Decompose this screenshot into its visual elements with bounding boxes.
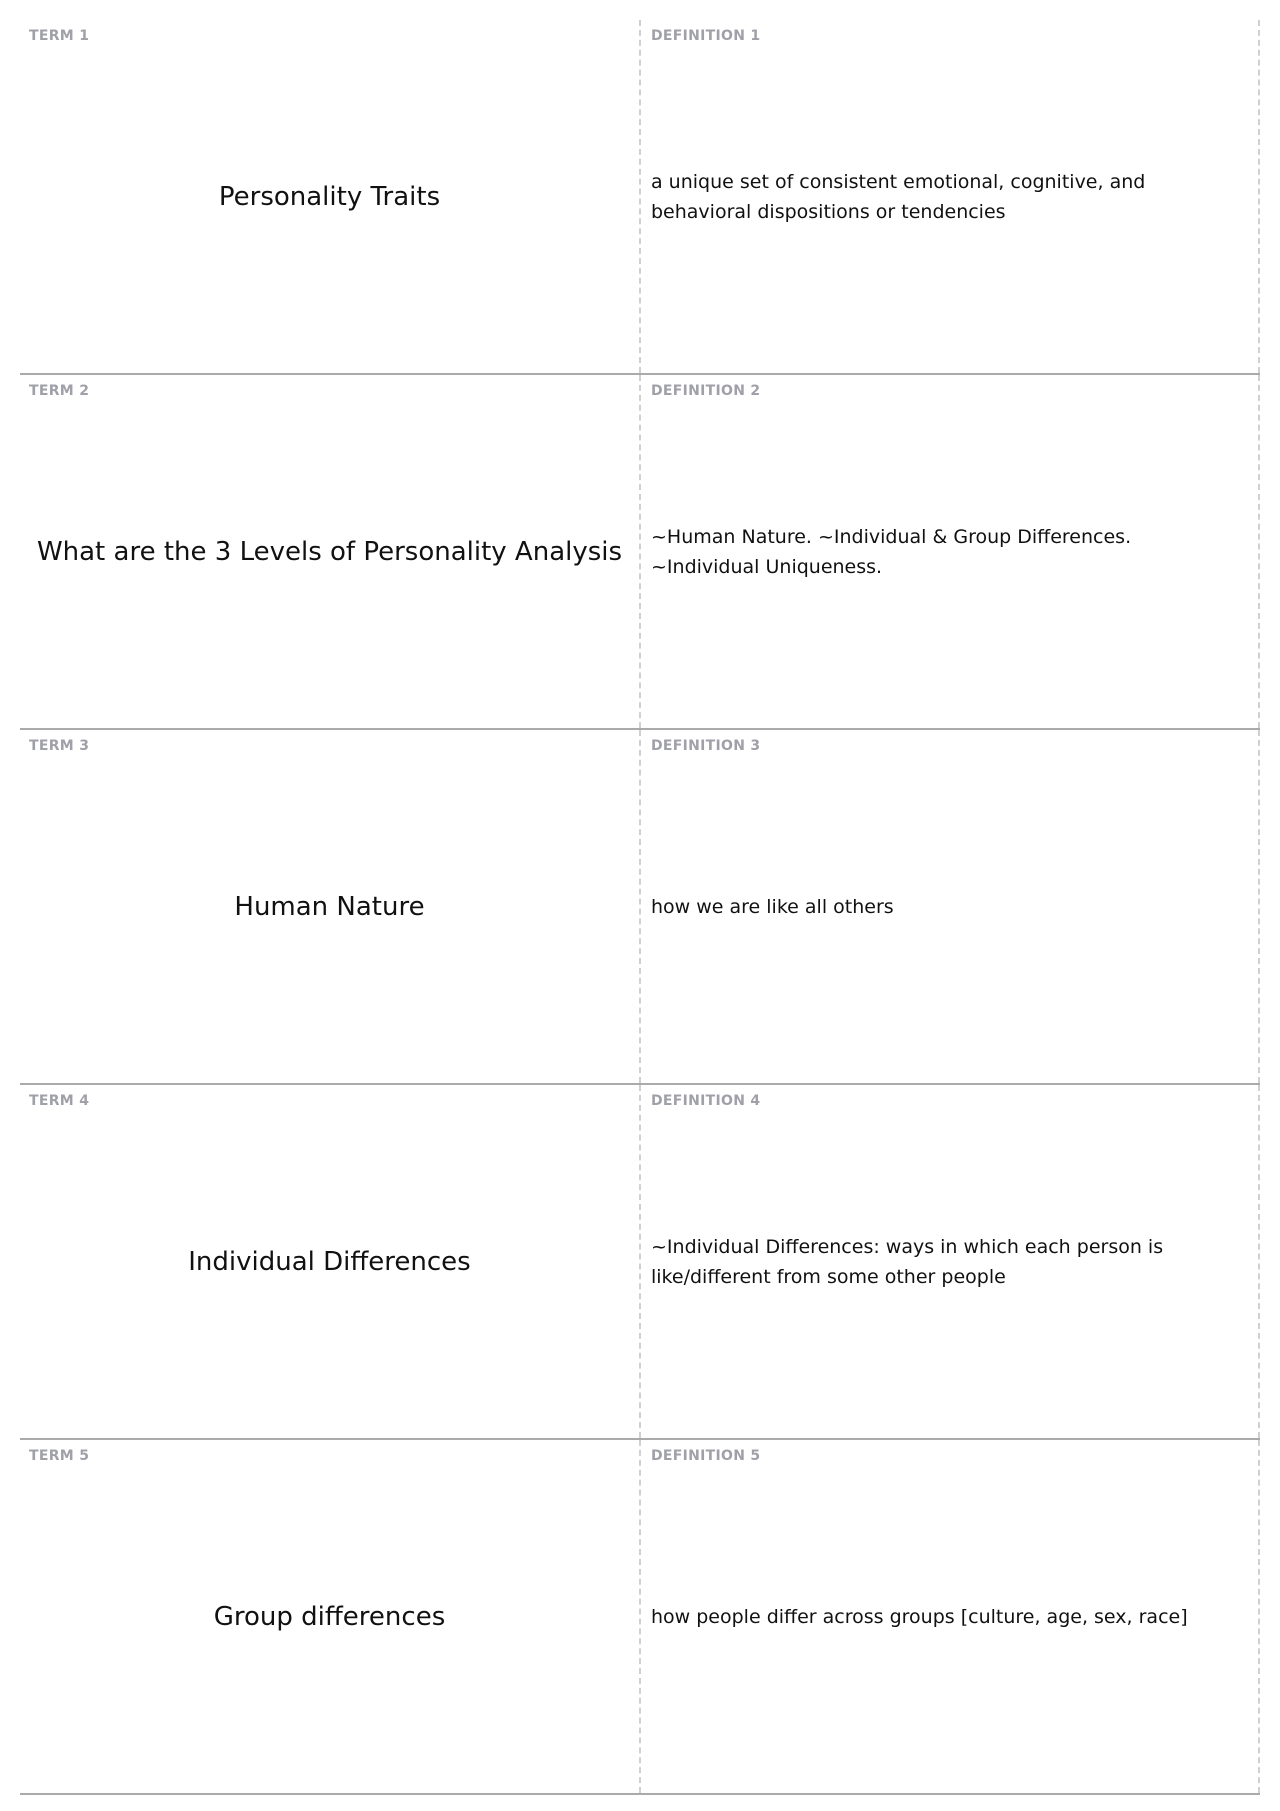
term-label: TERM 3: [29, 738, 90, 754]
definition-text: ~Individual Differences: ways in which each person is like/different from some other people: [651, 1235, 1164, 1288]
definition-label: DEFINITION 1: [651, 28, 761, 44]
term-cell: [20, 1085, 641, 1438]
definition-label: DEFINITION 5: [651, 1448, 761, 1464]
flashcard-row: [20, 1085, 1260, 1440]
definition-label: DEFINITION 4: [651, 1093, 761, 1109]
term-label: TERM 2: [29, 383, 90, 399]
flashcard-row: [20, 1440, 1260, 1795]
term-text: Individual Differences: [188, 1246, 471, 1277]
term-text: Human Nature: [234, 891, 425, 922]
definition-text: how we are like all others: [651, 895, 894, 918]
term-cell: [20, 1440, 641, 1793]
term-label: TERM 1: [29, 28, 90, 44]
definition-cell: [641, 730, 1260, 1083]
term-text: What are the 3 Levels of Personality Analysis: [36, 536, 623, 567]
definition-text: ~Human Nature. ~Individual & Group Differences. ~Individual Uniqueness.: [651, 525, 1132, 578]
flashcard-row: [20, 730, 1260, 1085]
definition-label: DEFINITION 2: [651, 383, 761, 399]
term-cell: [20, 375, 641, 728]
definition-text: how people differ across groups [culture, age, sex, race]: [651, 1605, 1188, 1628]
definition-label: DEFINITION 3: [651, 738, 761, 754]
term-text: Group differences: [213, 1601, 446, 1632]
term-cell: [20, 20, 641, 373]
term-label: TERM 4: [29, 1093, 90, 1109]
definition-cell: [641, 1440, 1260, 1793]
term-label: TERM 5: [29, 1448, 90, 1464]
term-cell: [20, 730, 641, 1083]
definition-cell: [641, 20, 1260, 373]
definition-text: a unique set of consistent emotional, cognitive, and behavioral dispositions or tendencies: [651, 170, 1146, 223]
definition-cell: [641, 1085, 1260, 1438]
term-text: Personality Traits: [218, 181, 441, 212]
flashcard-row: [20, 20, 1260, 375]
flashcard-sheet: [20, 20, 1260, 1795]
flashcard-row: [20, 375, 1260, 730]
definition-cell: [641, 375, 1260, 728]
